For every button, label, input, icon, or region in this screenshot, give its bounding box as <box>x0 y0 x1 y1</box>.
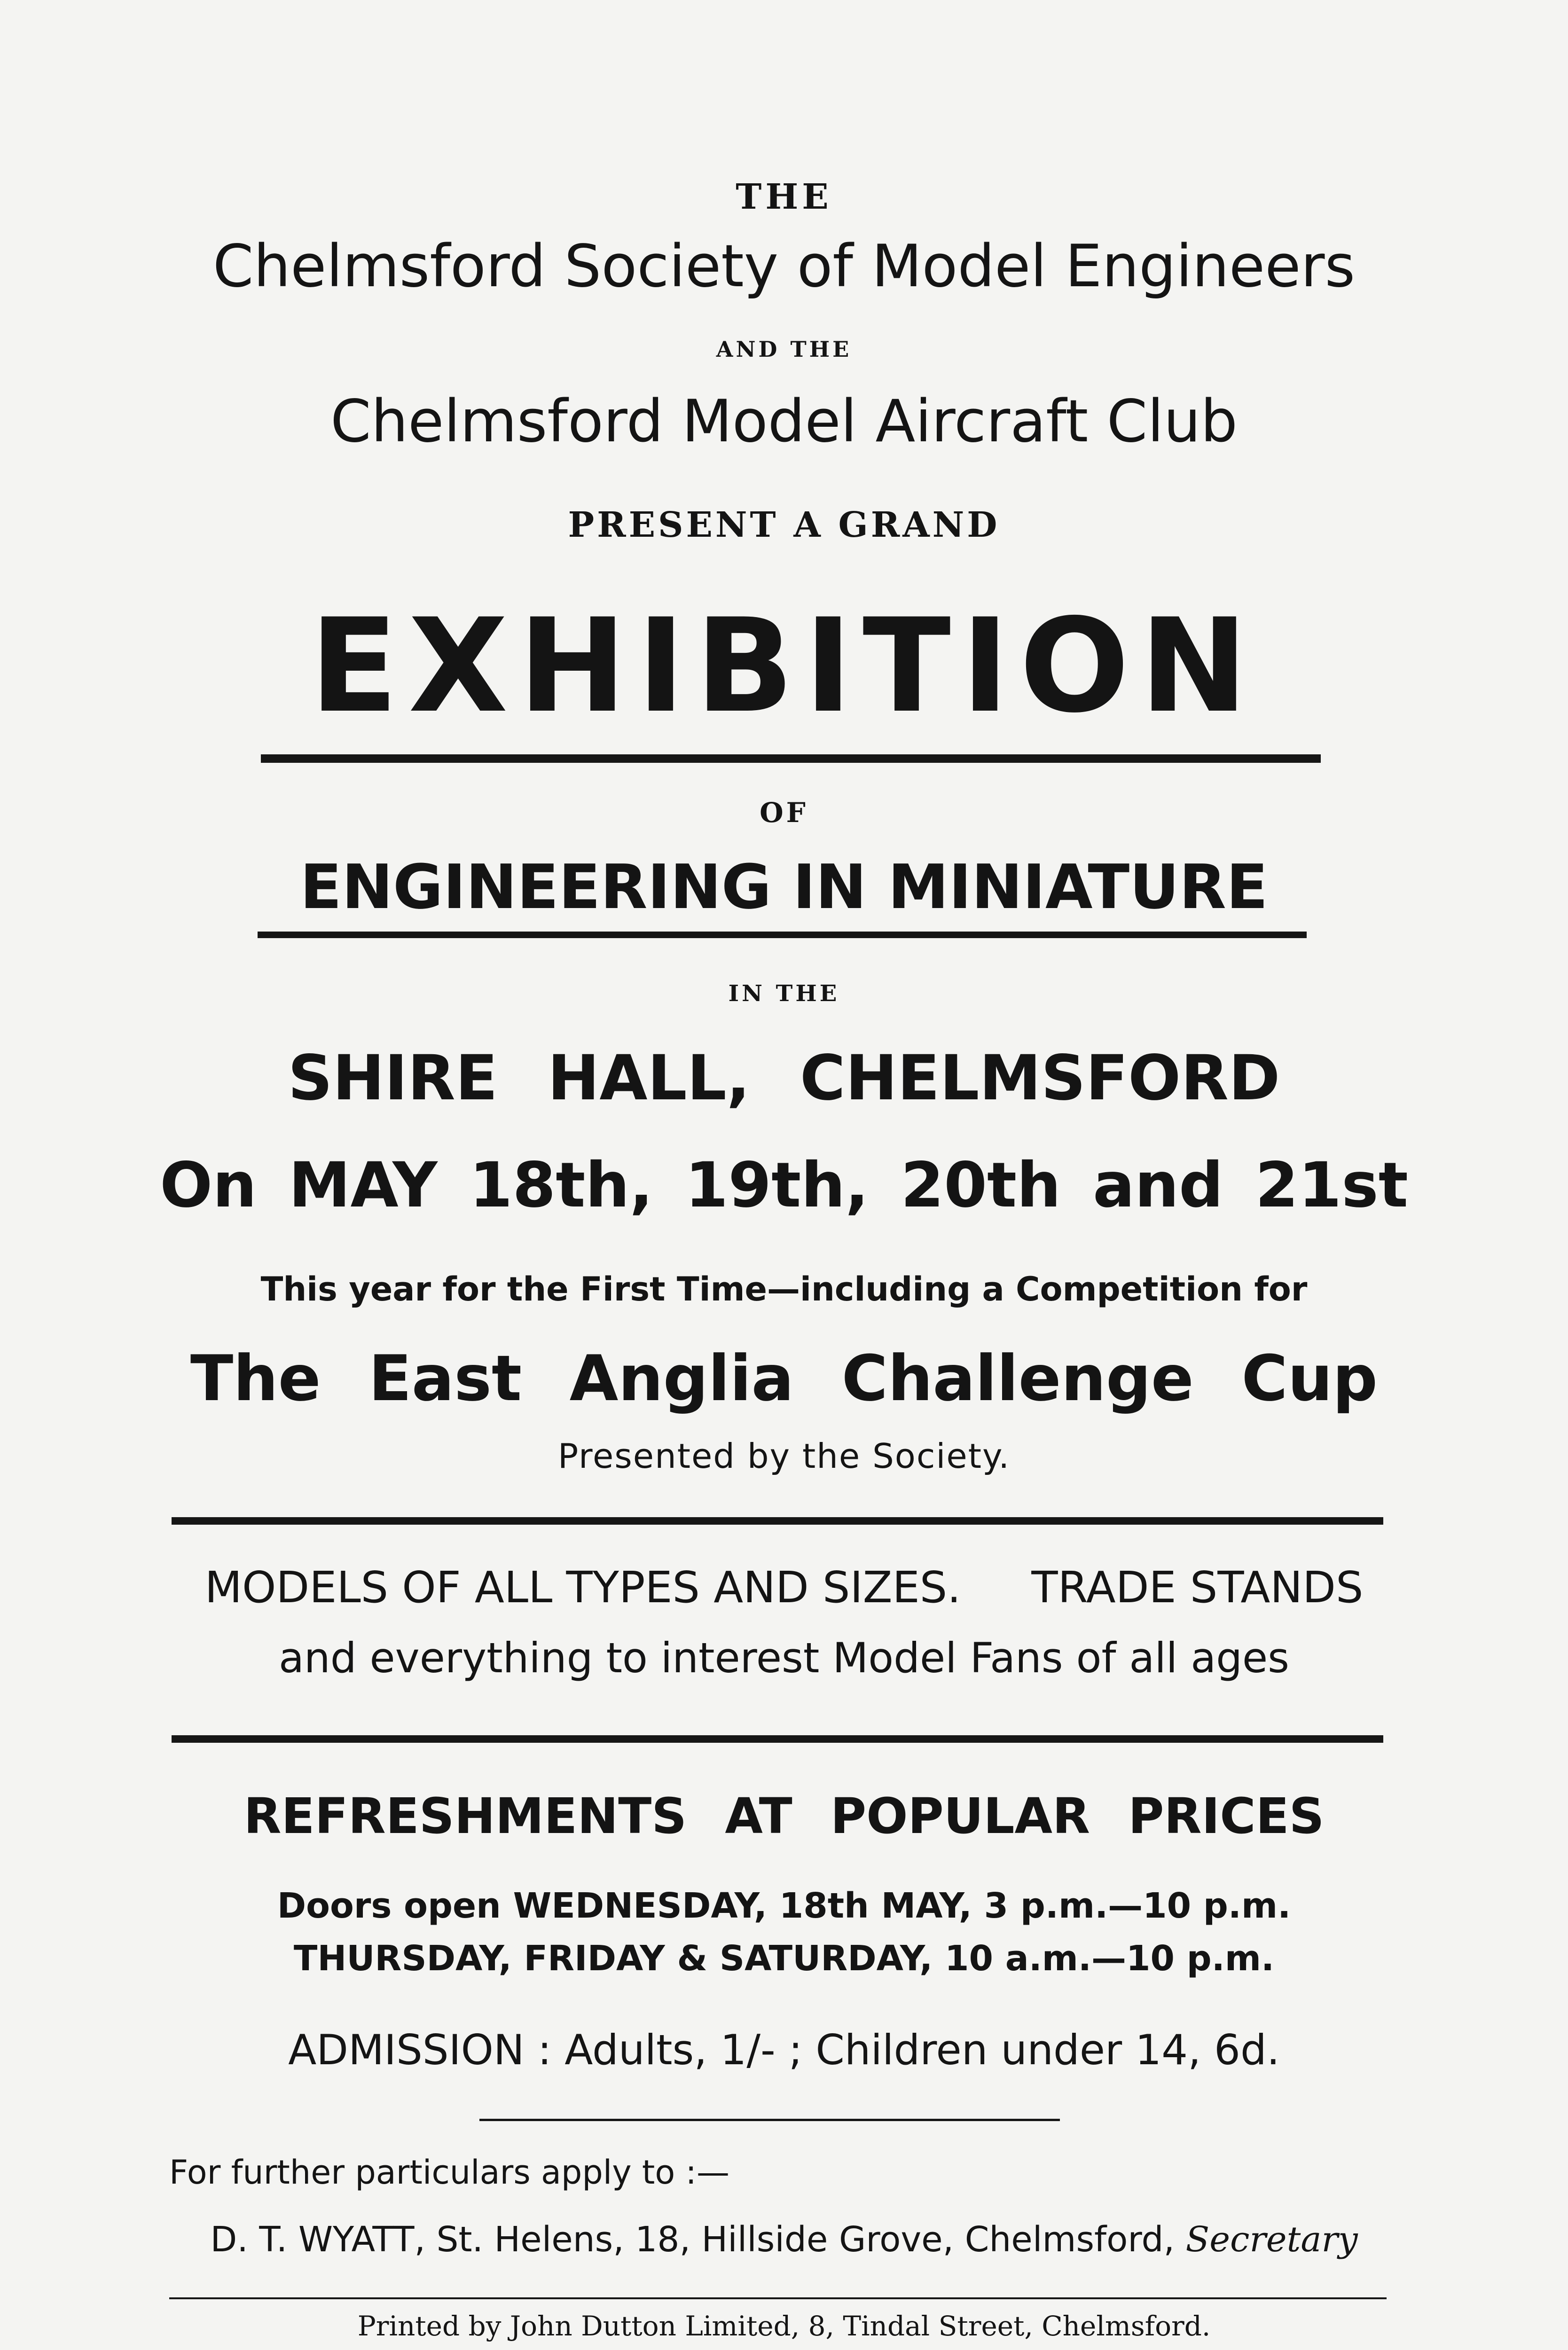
exhibition-headline: EXHIBITION <box>309 591 1259 741</box>
models-line <box>0 1562 1568 1613</box>
first-time-note: This year for the First Time—including a Competition for <box>260 1270 1308 1308</box>
and-the-label: AND THE <box>716 337 852 362</box>
printer-credit: Printed by John Dutton Limited, 8, Tindal Street, Chelmsford. <box>357 2310 1211 2342</box>
presented-by-note: Presented by the Society. <box>557 1436 1011 1476</box>
divider-bottom <box>172 1735 1383 1743</box>
models-text: MODELS OF ALL TYPES AND SIZES. <box>204 1562 961 1613</box>
refreshments-line: REFRESHMENTS AT POPULAR PRICES <box>243 1787 1325 1845</box>
heading-the: THE <box>736 177 832 217</box>
subject-title: ENGINEERING IN MINIATURE <box>300 851 1268 923</box>
in-the-label: IN THE <box>728 980 840 1007</box>
dates-title: On MAY 18th, 19th, 20th and 21st <box>160 1149 1408 1222</box>
trade-stands-text: TRADE STANDS <box>1031 1562 1364 1613</box>
present-label: PRESENT A GRAND <box>568 505 1000 545</box>
admission-line: ADMISSION : Adults, 1/- ; Children under 14, 6d. <box>288 2026 1280 2074</box>
short-rule <box>479 2119 1060 2121</box>
venue-title: SHIRE HALL, CHELMSFORD <box>288 1042 1280 1114</box>
challenge-cup-title: The East Anglia Challenge Cup <box>190 1342 1378 1415</box>
further-particulars: For further particulars apply to :— <box>169 2153 730 2192</box>
interest-line: and everything to interest Model Fans of all ages <box>279 1634 1289 1682</box>
headline-rule <box>261 754 1321 763</box>
doors-thursday-saturday: THURSDAY, FRIDAY & SATURDAY, 10 a.m.—10 p.m. <box>293 1938 1275 1979</box>
divider-top <box>172 1517 1383 1525</box>
club-name: Chelmsford Model Aircraft Club <box>330 388 1238 455</box>
society-name: Chelmsford Society of Model Engineers <box>212 233 1356 300</box>
doors-wednesday: Doors open WEDNESDAY, 18th MAY, 3 p.m.—10 p.m. <box>277 1886 1291 1926</box>
of-label: OF <box>760 797 808 829</box>
contact-line <box>0 2219 1568 2260</box>
subject-rule <box>258 932 1307 938</box>
footer-rule <box>169 2297 1387 2299</box>
contact-address: D. T. WYATT, St. Helens, 18, Hillside Grove, Chelmsford, <box>210 2219 1175 2260</box>
secretary-title: Secretary <box>1185 2219 1358 2260</box>
